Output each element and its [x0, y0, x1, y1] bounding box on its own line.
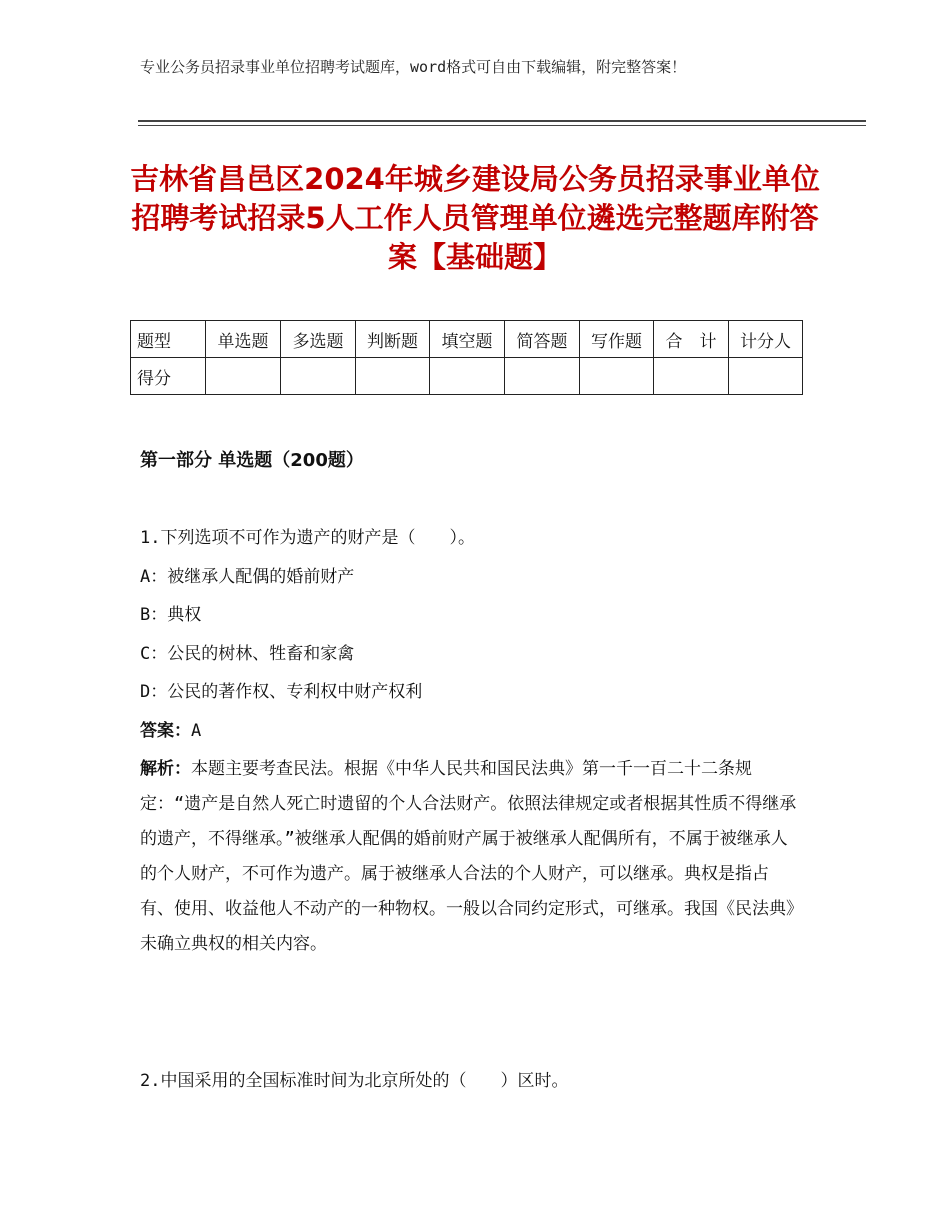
score-cell-empty: [356, 358, 430, 395]
score-cell-short-answer: 简答题: [505, 321, 580, 358]
score-cell-writing: 写作题: [580, 321, 654, 358]
answer-value: A: [191, 721, 202, 741]
question-1-analysis: [140, 752, 800, 962]
score-cell-type: 题型: [131, 321, 206, 358]
score-cell-empty: [206, 358, 281, 395]
document-title: 吉林省昌邑区2024年城乡建设局公务员招录事业单位招聘考试招录5人工作人员管理单位遴选完整题库附答案【基础题】: [130, 162, 820, 274]
question-1-answer: [140, 719, 800, 743]
score-cell-empty: [505, 358, 580, 395]
score-cell-fill-blank: 填空题: [430, 321, 505, 358]
section-title: 第一部分 单选题（200题）: [140, 450, 364, 471]
score-cell-empty: [281, 358, 356, 395]
score-cell-scorer: 计分人: [729, 321, 803, 358]
analysis-text: 本题主要考查民法。根据《中华人民共和国民法典》第一千一百二十二条规定：“遗产是自然人死亡时遗留的个人合法财产。依照法律规定或者根据其性质不得继承的遗产，不得继承。”被继承人配偶的婚前财产属于被继承人配偶所有，不属于被继承人的个人财产，不可作为遗产。属于被继承人合法的个人财产，可以继承。典权是指占有、使用、收益他人不动产的一种物权。一般以合同约定形式，可继承。我国《民法典》未确立典权的相关内容。: [140, 759, 797, 954]
header-rule-thick: [138, 120, 866, 122]
header-rule-thin: [138, 125, 866, 126]
score-cell-empty: [580, 358, 654, 395]
score-cell-empty: [430, 358, 505, 395]
answer-label: 答案：: [140, 721, 191, 741]
score-table: [130, 320, 803, 395]
analysis-label: 解析：: [140, 759, 191, 779]
score-cell-empty: [729, 358, 803, 395]
question-1-option-d: D：公民的著作权、专利权中财产权利: [140, 682, 423, 702]
header-note: 专业公务员招录事业单位招聘考试题库，word格式可自由下载编辑，附完整答案！: [140, 58, 687, 76]
score-table-score-row: [131, 358, 803, 395]
score-cell-multi-choice: 多选题: [281, 321, 356, 358]
score-cell-total: 合 计: [654, 321, 729, 358]
score-cell-empty: [654, 358, 729, 395]
question-1-stem: 1.下列选项不可作为遗产的财产是（ ）。: [140, 528, 475, 548]
question-1-option-a: A：被继承人配偶的婚前财产: [140, 567, 355, 587]
score-table-header-row: [131, 321, 803, 358]
score-cell-single-choice: 单选题: [206, 321, 281, 358]
score-cell-label: 得分: [131, 358, 206, 395]
question-2-stem: 2.中国采用的全国标准时间为北京所处的（ ）区时。: [140, 1071, 569, 1091]
question-1-option-c: C：公民的树林、牲畜和家禽: [140, 644, 355, 664]
score-cell-true-false: 判断题: [356, 321, 430, 358]
question-1-option-b: B：典权: [140, 605, 202, 625]
